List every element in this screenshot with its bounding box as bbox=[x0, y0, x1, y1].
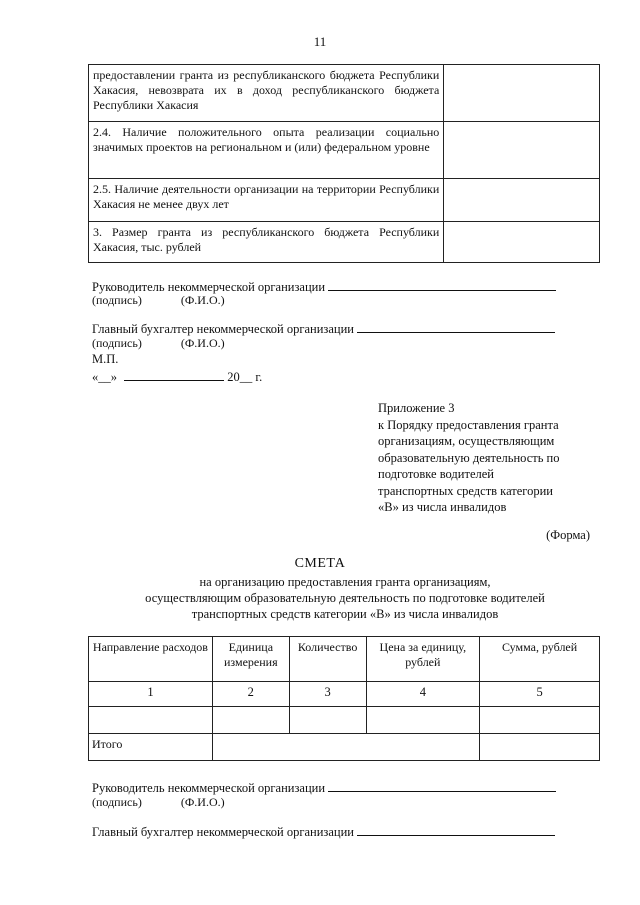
accountant-caption bbox=[92, 335, 225, 351]
total-row bbox=[89, 734, 600, 761]
accountant-label: Главный бухгалтер некоммерческой организации bbox=[92, 825, 354, 839]
header-cell: Цена за единицу, рублей bbox=[366, 637, 480, 682]
table-cell[interactable] bbox=[480, 707, 600, 734]
table-row bbox=[89, 65, 600, 122]
estimate-subtitle bbox=[90, 574, 600, 622]
column-number: 2 bbox=[212, 682, 289, 707]
fio-caption: (Ф.И.О.) bbox=[180, 336, 225, 350]
date-year: 20__ г. bbox=[227, 370, 263, 384]
head-label: Руководитель некоммерческой организации bbox=[92, 781, 326, 795]
criteria-value[interactable] bbox=[444, 65, 600, 122]
criteria-text: 2.5. Наличие деятельности организации на территории Республики Хакасия не менее двух лет bbox=[89, 179, 444, 222]
column-number: 5 bbox=[480, 682, 600, 707]
accountant-signature-field[interactable] bbox=[357, 823, 555, 836]
table-cell[interactable] bbox=[89, 707, 213, 734]
estimate-table bbox=[88, 636, 600, 761]
table-cell[interactable] bbox=[366, 707, 480, 734]
column-number-row bbox=[89, 682, 600, 707]
criteria-value[interactable] bbox=[444, 222, 600, 263]
sign-caption: (подпись) bbox=[92, 293, 142, 307]
head-signature-field[interactable] bbox=[328, 278, 556, 291]
sign-caption: (подпись) bbox=[92, 795, 142, 809]
subtitle-line: осуществляющим образовательную деятельность по подготовке водителей bbox=[145, 591, 545, 605]
total-label: Итого bbox=[89, 734, 213, 761]
head-signature-field[interactable] bbox=[328, 779, 556, 792]
header-cell: Направление расходов bbox=[89, 637, 213, 682]
table-header-row bbox=[89, 637, 600, 682]
criteria-value[interactable] bbox=[444, 179, 600, 222]
column-number: 3 bbox=[289, 682, 366, 707]
total-sum-cell[interactable] bbox=[480, 734, 600, 761]
header-cell: Единица измерения bbox=[212, 637, 289, 682]
accountant-label: Главный бухгалтер некоммерческой организации bbox=[92, 322, 354, 336]
criteria-text: 3. Размер гранта из республиканского бюджета Республики Хакасия, тыс. рублей bbox=[89, 222, 444, 263]
date-line bbox=[92, 368, 262, 385]
appendix-line: к Порядку предоставления гранта bbox=[378, 417, 559, 432]
subtitle-line: на организацию предоставления гранта организациям, bbox=[199, 575, 491, 589]
sign-caption: (подпись) bbox=[92, 336, 142, 350]
column-number: 1 bbox=[89, 682, 213, 707]
table-row bbox=[89, 122, 600, 179]
head-label: Руководитель некоммерческой организации bbox=[92, 280, 326, 294]
appendix-line: транспортных средств категории bbox=[378, 483, 553, 498]
criteria-value[interactable] bbox=[444, 122, 600, 179]
estimate-title: СМЕТА bbox=[294, 556, 346, 571]
stamp-label: М.П. bbox=[92, 352, 119, 366]
appendix-block bbox=[378, 400, 598, 516]
appendix-line: Приложение 3 bbox=[378, 401, 455, 415]
subtitle-line: транспортных средств категории «В» из числа инвалидов bbox=[191, 607, 499, 621]
header-cell: Сумма, рублей bbox=[480, 637, 600, 682]
head-caption-2 bbox=[92, 794, 225, 810]
column-number: 4 bbox=[366, 682, 480, 707]
header-cell: Количество bbox=[289, 637, 366, 682]
appendix-line: подготовке водителей bbox=[378, 467, 494, 481]
fio-caption: (Ф.И.О.) bbox=[180, 293, 225, 307]
date-month-field[interactable] bbox=[124, 368, 224, 381]
appendix-line: организациям, осуществляющим bbox=[378, 434, 555, 448]
table-row bbox=[89, 707, 600, 734]
form-label: (Форма) bbox=[546, 528, 590, 542]
table-row bbox=[89, 179, 600, 222]
appendix-line: «В» из числа инвалидов bbox=[378, 500, 507, 514]
table-cell[interactable] bbox=[289, 707, 366, 734]
date-day: «__» bbox=[92, 370, 117, 384]
criteria-text: 2.4. Наличие положительного опыта реализации социально значимых проектов на региональном и (или) федеральном уровне bbox=[89, 122, 444, 179]
appendix-line: образовательную деятельность по bbox=[378, 450, 560, 465]
accountant-signature-line-2 bbox=[92, 823, 555, 840]
head-caption bbox=[92, 292, 225, 308]
fio-caption: (Ф.И.О.) bbox=[180, 795, 225, 809]
table-row bbox=[89, 222, 600, 263]
total-merged-cell bbox=[212, 734, 479, 761]
table-cell[interactable] bbox=[212, 707, 289, 734]
page-number: 11 bbox=[313, 34, 327, 49]
accountant-signature-field[interactable] bbox=[357, 320, 555, 333]
criteria-table bbox=[88, 64, 600, 263]
criteria-text: предоставлении гранта из республиканского бюджета Республики Хакасия, невозврата их в доход республиканского бюджета Республики Хакасия bbox=[89, 65, 444, 122]
